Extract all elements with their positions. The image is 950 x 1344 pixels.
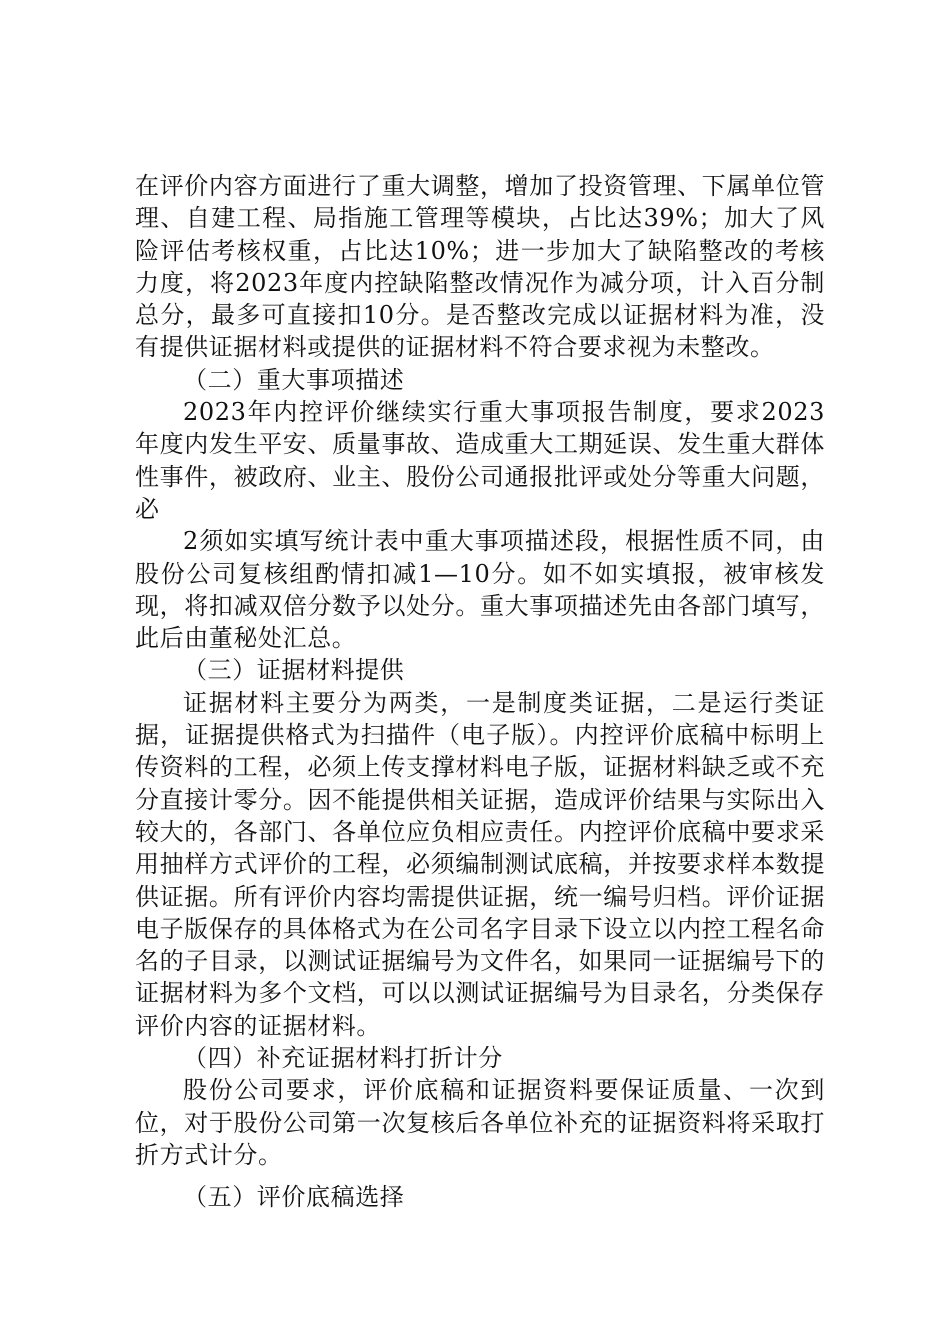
body-paragraph: 2须如实填写统计表中重大事项描述段，根据性质不同，由股份公司复核组酌情扣减1—10分。如不如实填报，被审核发现，将扣减双倍分数予以处分。重大事项描述先由各部门填写，此后由董秘处汇总。 [135, 527, 825, 653]
body-paragraph: 股份公司要求，评价底稿和证据资料要保证质量、一次到位，对于股份公司第一次复核后各单位补充的证据资料将采取打折方式计分。 [135, 1076, 825, 1169]
section-heading: （三）证据材料提供 [183, 656, 405, 685]
body-paragraph: 在评价内容方面进行了重大调整，增加了投资管理、下属单位管理、自建工程、局指施工管理等模块，占比达39%；加大了风险评估考核权重，占比达10%；进一步加大了缺陷整改的考核力度，将2023年度内控缺陷整改情况作为减分项，计入百分制总分，最多可直接扣10分。是否整改完成以证据材料为准，没有提供证据材料或提供的证据材料不符合要求视为未整改。 [135, 172, 825, 362]
document-page [135, 170, 825, 1214]
body-paragraph: 2023年内控评价继续实行重大事项报告制度，要求2023年度内发生平安、质量事故、造成重大工期延误、发生重大群体性事件，被政府、业主、股份公司通报批评或处分等重大问题，必 [135, 398, 825, 523]
section-heading: （五）评价底稿选择 [183, 1183, 405, 1212]
section-heading: （二）重大事项描述 [183, 365, 405, 394]
body-paragraph: 证据材料主要分为两类，一是制度类证据，二是运行类证据，证据提供格式为扫描件（电子版）。内控评价底稿中标明上传资料的工程，必须上传支撑材料电子版，证据材料缺乏或不充分直接计零分。因不能提供相关证据，造成评价结果与实际出入较大的，各部门、各单位应负相应责任。内控评价底稿中要求采用抽样方式评价的工程，必须编制测试底稿，并按要求样本数提供证据。所有评价内容均需提供证据，统一编号归档。评价证据电子版保存的具体格式为在公司名字目录下设立以内控工程名命名的子目录，以测试证据编号为文件名，如果同一证据编号下的证据材料为多个文档，可以以测试证据编号为目录名，分类保存评价内容的证据材料。 [135, 688, 825, 1040]
section-heading: （四）补充证据材料打折计分 [183, 1044, 503, 1073]
